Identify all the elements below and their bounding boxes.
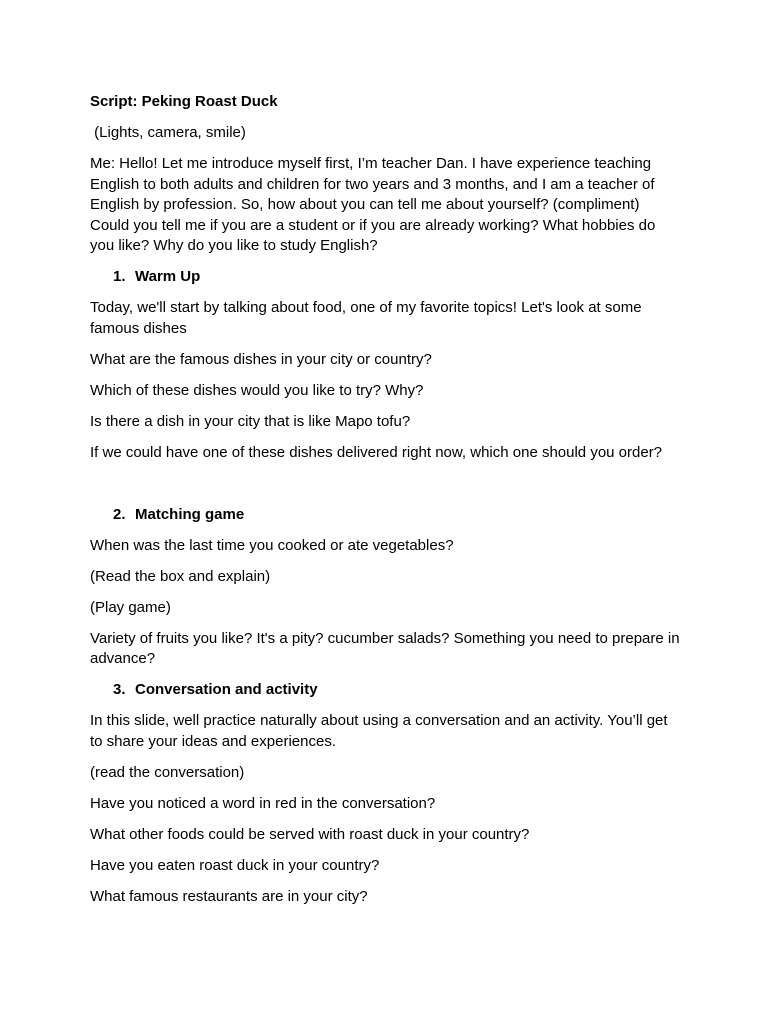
- section-number: 1.: [113, 268, 126, 285]
- paragraph: Is there a dish in your city that is like Mapo tofu?: [90, 412, 411, 430]
- section-heading-conversation-activity: [90, 680, 680, 701]
- paragraph: In this slide, well practice naturally about using a conversation and an activity. You’ll get to share your ideas and experiences.: [90, 712, 668, 750]
- paragraph: Which of these dishes would you like to try? Why?: [90, 381, 424, 399]
- blank-line: [90, 474, 680, 505]
- section-title: Conversation and activity: [135, 681, 318, 698]
- intro-paragraph: Me: Hello! Let me introduce myself first, I’m teacher Dan. I have experience teaching English to both adults and children for two years and 3 months, and I am a teacher of English by profession. So, how about you can tell me about yourself? (compliment) Could you tell me if you are a student or if you are already working? What hobbies do you like? Why do you like to study English?: [90, 155, 656, 254]
- document-title: Script: Peking Roast Duck: [90, 93, 278, 110]
- paragraph: When was the last time you cooked or ate vegetables?: [90, 536, 454, 554]
- document-body: [90, 92, 680, 918]
- section-heading-warm-up: [90, 267, 680, 288]
- paragraph: (Read the box and explain): [90, 567, 271, 585]
- section-heading-matching-game: [90, 505, 680, 526]
- stage-direction: (Lights, camera, smile): [90, 124, 246, 141]
- paragraph: Variety of fruits you like? It's a pity? cucumber salads? Something you need to prepare in advance?: [90, 629, 680, 667]
- paragraph: (read the conversation): [90, 763, 245, 781]
- paragraph: What famous restaurants are in your city?: [90, 887, 368, 905]
- section-title: Warm Up: [135, 268, 201, 285]
- paragraph: If we could have one of these dishes delivered right now, which one should you order?: [90, 443, 663, 461]
- paragraph: (Play game): [90, 598, 171, 616]
- paragraph: What other foods could be served with roast duck in your country?: [90, 825, 530, 843]
- section-title: Matching game: [135, 505, 245, 523]
- paragraph: Have you noticed a word in red in the conversation?: [90, 794, 436, 812]
- paragraph: Today, we'll start by talking about food, one of my favorite topics! Let's look at some famous dishes: [90, 299, 642, 337]
- paragraph: Have you eaten roast duck in your country?: [90, 856, 380, 874]
- paragraph: What are the famous dishes in your city or country?: [90, 350, 432, 368]
- section-number: 3.: [113, 681, 126, 698]
- section-number: 2.: [113, 505, 126, 523]
